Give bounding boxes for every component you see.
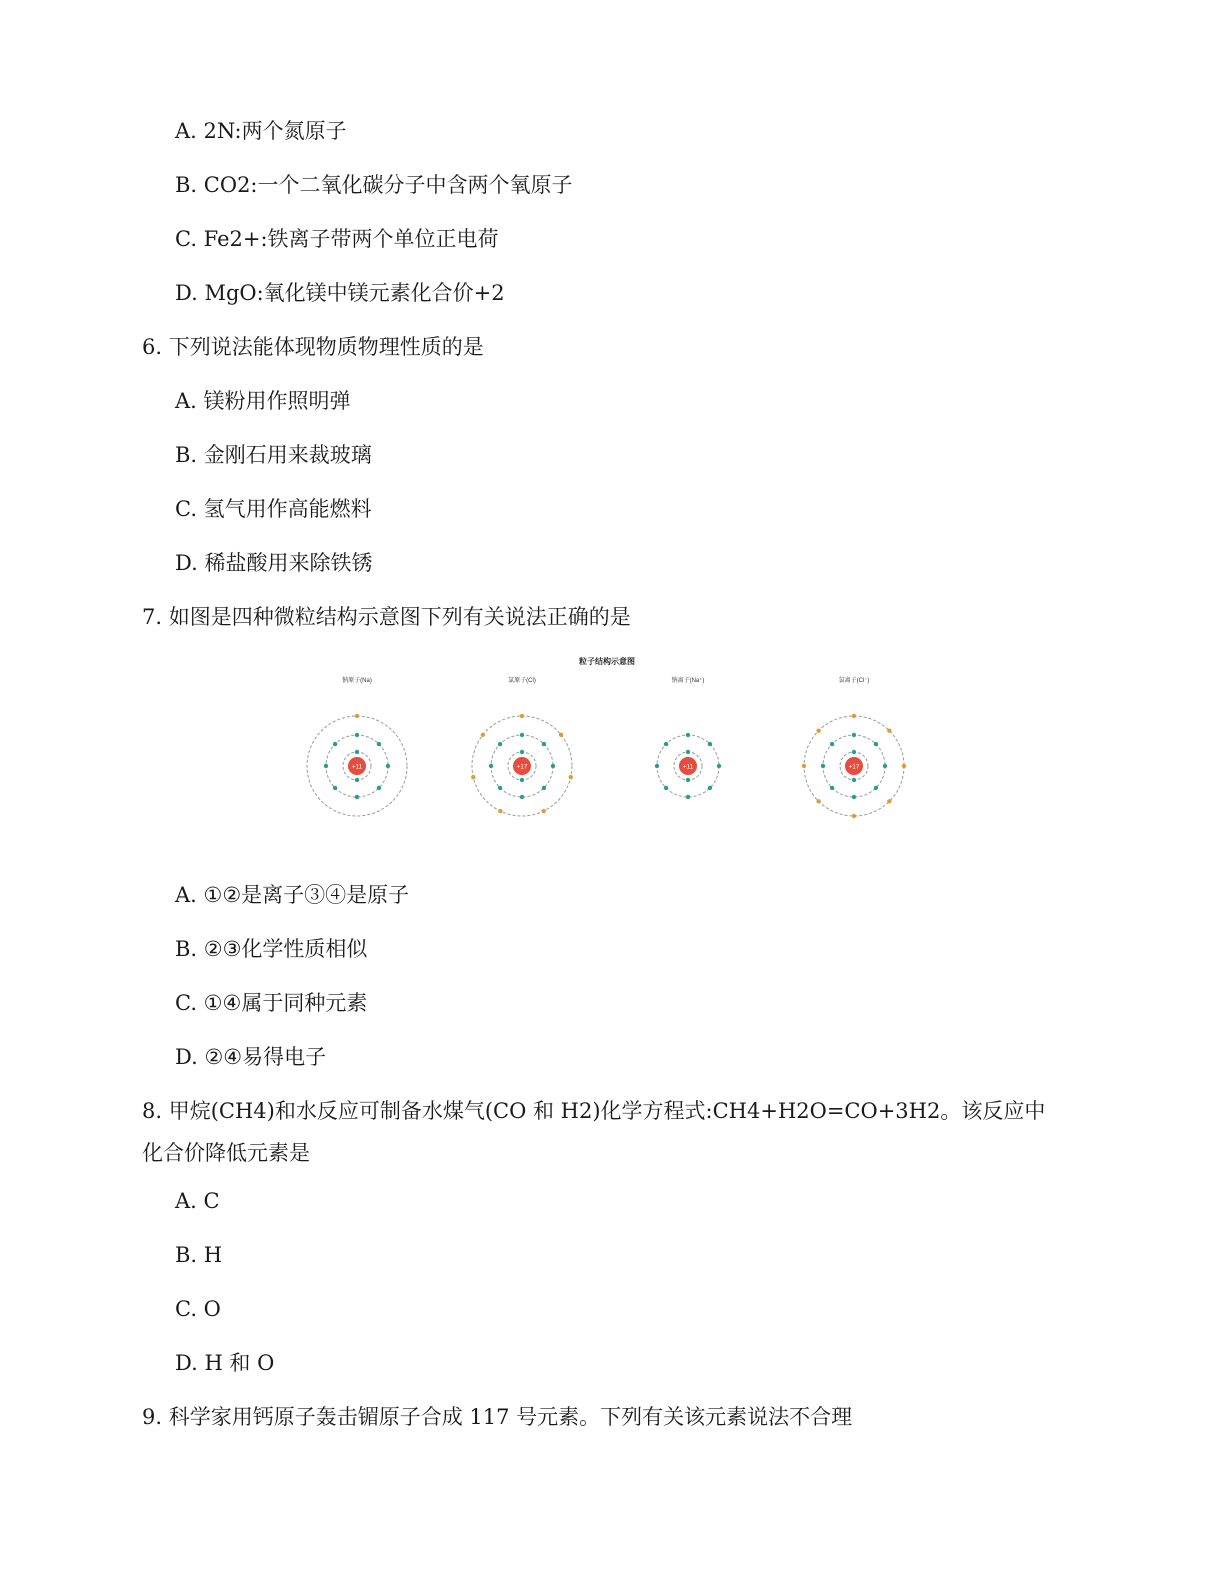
electron-dot	[852, 750, 856, 754]
q7-option-c: C. ①④属于同种元素	[175, 991, 368, 1015]
q6-stem: 6. 下列说法能体现物质物理性质的是	[142, 335, 484, 359]
q7-option-a: A. ①②是离子③④是原子	[175, 883, 410, 907]
q7-option-d: D. ②④易得电子	[175, 1045, 327, 1069]
electron-dot	[569, 775, 573, 779]
electron-dot	[816, 728, 820, 732]
particle-label: 氯原子(Cl)	[508, 678, 536, 684]
electron-dot	[355, 778, 359, 782]
nucleus-charge: +11	[682, 763, 694, 771]
electron-dot	[874, 786, 878, 790]
electron-dot	[559, 733, 563, 737]
electron-dot	[664, 742, 668, 746]
electron-dot	[717, 764, 721, 768]
q6-option-d: D. 稀盐酸用来除铁锈	[175, 551, 373, 575]
electron-dot	[887, 799, 891, 803]
electron-dot	[664, 786, 668, 790]
particle-label: 钠离子(Na⁺)	[671, 678, 705, 684]
electron-dot	[542, 786, 546, 790]
electron-dot	[852, 795, 856, 799]
electron-dot	[520, 778, 524, 782]
electron-dot	[333, 786, 337, 790]
electron-dot	[498, 809, 502, 813]
electron-dot	[551, 764, 555, 768]
electron-dot	[816, 799, 820, 803]
q8-option-a: A. C	[175, 1189, 220, 1213]
particle-label: 钠原子(Na)	[342, 678, 372, 684]
electron-dot	[883, 764, 887, 768]
electron-dot	[355, 750, 359, 754]
particle-structure-diagram	[300, 650, 915, 830]
electron-dot	[498, 786, 502, 790]
electron-dot	[887, 728, 891, 732]
q8-stem-line2: 化合价降低元素是	[142, 1141, 310, 1165]
q7-stem: 7. 如图是四种微粒结构示意图下列有关说法正确的是	[142, 605, 631, 629]
q5-option-a: A. 2N:两个氮原子	[175, 119, 347, 143]
electron-dot	[377, 786, 381, 790]
electron-dot	[708, 742, 712, 746]
electron-dot	[802, 764, 806, 768]
electron-dot	[708, 786, 712, 790]
electron-dot	[686, 795, 690, 799]
electron-dot	[333, 742, 337, 746]
q5-option-b: B. CO2:一个二氧化碳分子中含两个氧原子	[175, 173, 573, 197]
electron-dot	[902, 764, 906, 768]
q7-option-b: B. ②③化学性质相似	[175, 937, 368, 961]
figure-title: 粒子结构示意图	[579, 657, 635, 666]
electron-dot	[481, 733, 485, 737]
electron-dot	[686, 778, 690, 782]
q6-option-c: C. 氢气用作高能燃料	[175, 497, 372, 521]
q8-option-c: C. O	[175, 1297, 221, 1321]
electron-dot	[852, 778, 856, 782]
nucleus-charge: +11	[351, 763, 363, 771]
particle-label: 氯离子(Cl⁻)	[838, 678, 870, 684]
q6-option-b: B. 金刚石用来裁玻璃	[175, 443, 372, 467]
q5-option-c: C. Fe2+:铁离子带两个单位正电荷	[175, 227, 499, 251]
q8-stem-line1: 8. 甲烷(CH4)和水反应可制备水煤气(CO 和 H2)化学方程式:CH4+H2O=CO+3H2。该反应中	[142, 1099, 1046, 1123]
particle-structure-figure	[300, 650, 915, 830]
q5-option-d: D. MgO:氧化镁中镁元素化合价+2	[175, 281, 505, 305]
electron-dot	[355, 795, 359, 799]
electron-dot	[520, 750, 524, 754]
electron-dot	[520, 795, 524, 799]
electron-dot	[821, 764, 825, 768]
q8-option-d: D. H 和 O	[175, 1351, 275, 1375]
electron-dot	[498, 742, 502, 746]
electron-dot	[377, 742, 381, 746]
electron-dot	[852, 814, 856, 818]
nucleus-charge: +17	[848, 763, 860, 771]
electron-dot	[520, 714, 524, 718]
electron-dot	[655, 764, 659, 768]
q8-option-b: B. H	[175, 1243, 223, 1267]
electron-dot	[355, 714, 359, 718]
electron-dot	[852, 714, 856, 718]
electron-dot	[541, 809, 545, 813]
electron-dot	[520, 733, 524, 737]
electron-dot	[874, 742, 878, 746]
electron-dot	[830, 786, 834, 790]
electron-dot	[489, 764, 493, 768]
electron-dot	[471, 775, 475, 779]
q6-option-a: A. 镁粉用作照明弹	[175, 389, 351, 413]
q9-stem: 9. 科学家用钙原子轰击镅原子合成 117 号元素。下列有关该元素说法不合理	[142, 1405, 853, 1429]
electron-dot	[355, 733, 359, 737]
electron-dot	[686, 733, 690, 737]
electron-dot	[830, 742, 834, 746]
electron-dot	[542, 742, 546, 746]
electron-dot	[386, 764, 390, 768]
electron-dot	[686, 750, 690, 754]
nucleus-charge: +17	[516, 763, 528, 771]
electron-dot	[324, 764, 328, 768]
electron-dot	[852, 733, 856, 737]
